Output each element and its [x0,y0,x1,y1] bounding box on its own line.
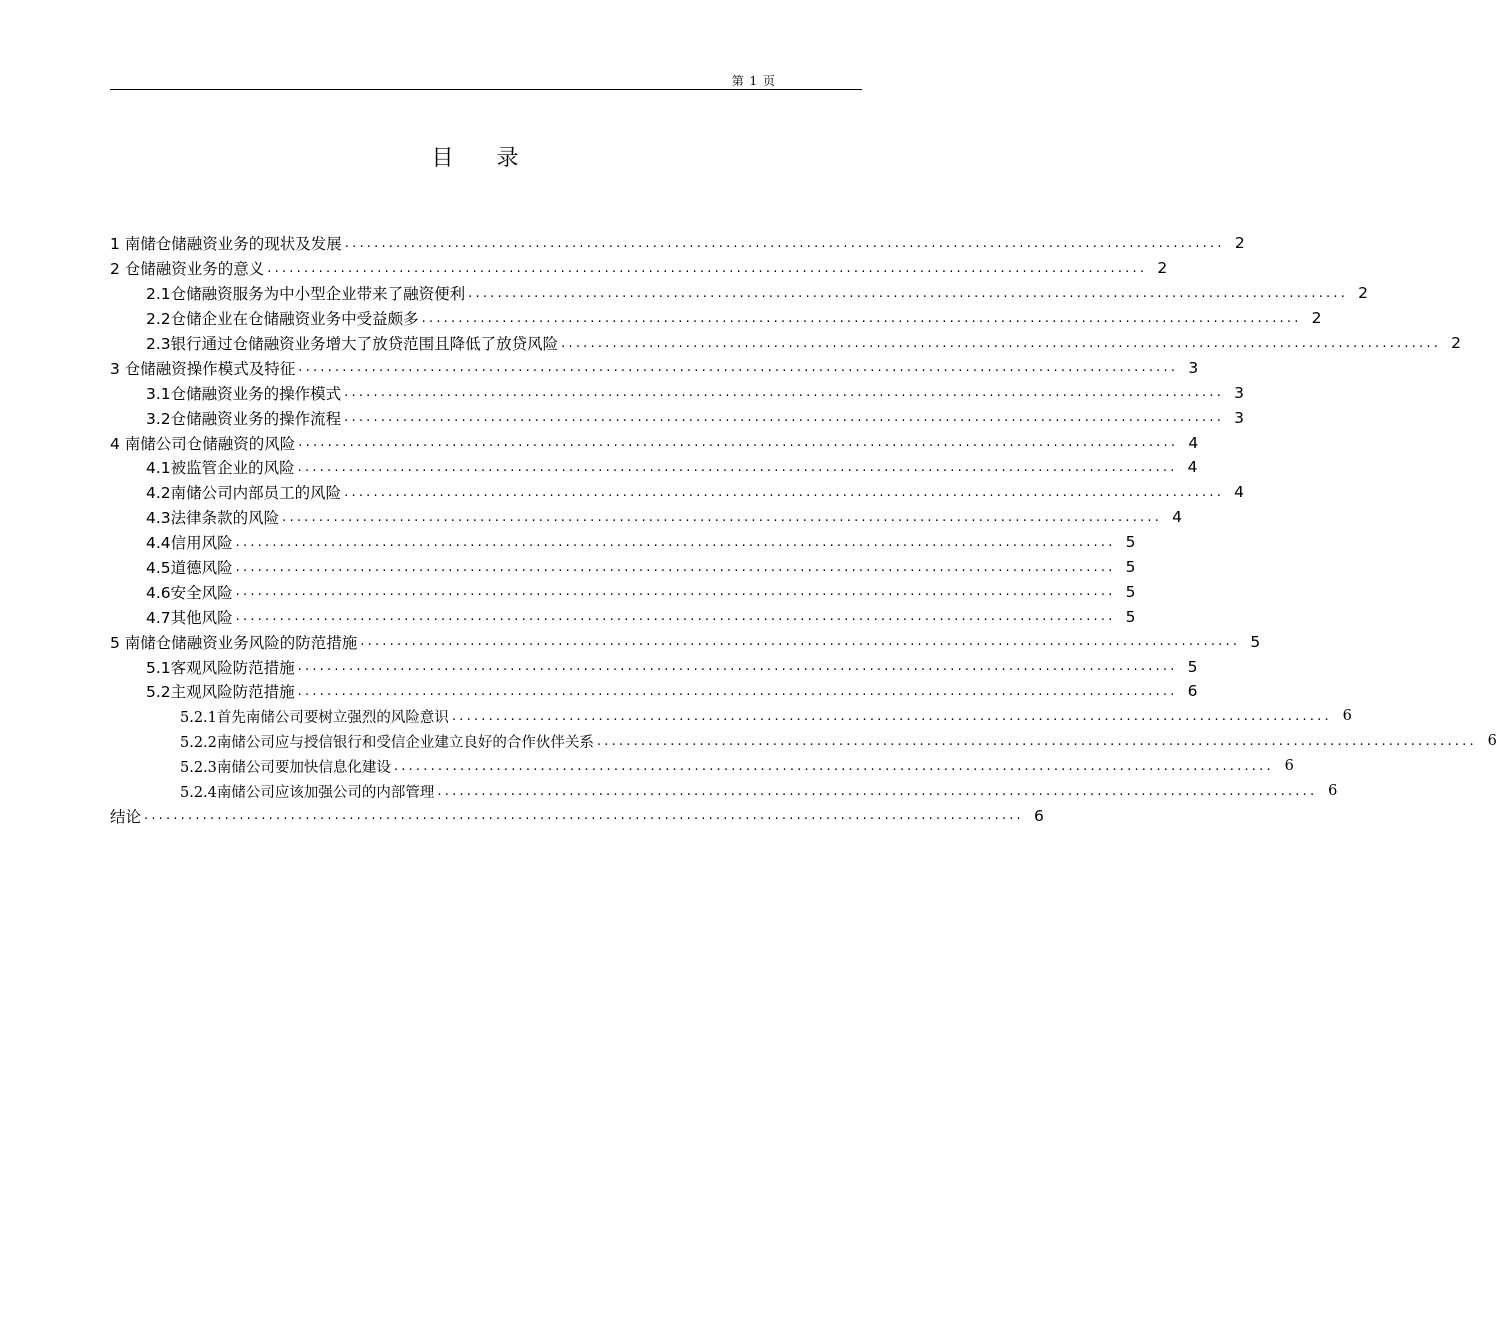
toc-leader-dots: ........................................................................................................................ [235,584,1116,600]
toc-entry-page: 2 [1311,309,1322,328]
toc-entry-label: 4.5道德风险 [146,559,233,578]
toc-entry-label: 5 南储仓储融资业务风险的防范措施 [110,633,358,652]
table-of-contents [110,231,1497,828]
toc-entry-page: 3 [1188,358,1199,377]
toc-entry-page: 5 [1250,632,1261,651]
toc-entry-label: 4.2南储公司内部员工的风险 [146,484,342,503]
toc-entry-page: 5 [1125,533,1136,552]
toc-entry[interactable] [110,380,1245,405]
toc-entry[interactable] [110,455,1198,480]
toc-leader-dots: ........................................................................................................................ [235,609,1116,625]
toc-leader-dots: ........................................................................................................................ [393,758,1274,774]
toc-entry[interactable] [110,331,1462,356]
toc-entry-label: 1 南储仓储融资业务的现状及发展 [110,235,342,254]
toc-entry-page: 6 [1034,806,1044,825]
toc-entry[interactable] [110,803,1044,828]
toc-leader-dots: ........................................................................................................................ [344,484,1225,500]
toc-entry-label: 4.3法律条款的风险 [146,509,280,528]
toc-entry-label: 3.2仓储融资业务的操作流程 [146,409,342,428]
toc-entry-label: 5.2.2南储公司应与授信银行和受信企业建立良好的合作伙伴关系 [180,734,594,751]
toc-entry[interactable] [110,754,1294,779]
toc-entry[interactable] [110,555,1136,580]
toc-entry[interactable] [110,480,1245,505]
toc-leader-dots: ........................................................................................................................ [360,634,1241,650]
toc-leader-dots: ........................................................................................................................ [596,733,1477,749]
toc-entry[interactable] [110,604,1136,629]
page-header [110,70,862,90]
toc-entry-page: 5 [1125,607,1136,626]
toc-entry[interactable] [110,505,1183,530]
toc-entry-label: 5.2.3南储公司要加快信息化建设 [180,759,391,776]
toc-entry-label: 5.2.1首先南储公司要树立强烈的风险意识 [180,709,449,726]
page-number-label: 第 1 页 [731,74,776,88]
toc-entry-page: 6 [1328,783,1338,800]
toc-entry-label: 3 仓储融资操作模式及特征 [110,359,296,378]
toc-entry[interactable] [110,306,1322,331]
toc-entry[interactable] [110,430,1199,455]
toc-entry-label: 2.2仓储企业在仓储融资业务中受益颇多 [146,310,419,329]
toc-entry-page: 4 [1188,433,1199,452]
toc-leader-dots: ........................................................................................................................ [437,783,1318,799]
toc-entry[interactable] [110,579,1136,604]
toc-entry[interactable] [110,530,1136,555]
toc-leader-dots: ........................................................................................................................ [282,509,1163,525]
toc-entry-label: 4 南储公司仓储融资的风险 [110,434,296,453]
toc-entry-page: 5 [1187,657,1198,676]
toc-entry-page: 2 [1234,234,1245,253]
toc-entry-label: 4.6安全风险 [146,583,233,602]
toc-leader-dots: ........................................................................................................................ [298,435,1179,451]
toc-leader-dots: ........................................................................................................................ [297,659,1178,675]
toc-entry[interactable] [110,779,1338,804]
toc-entry[interactable] [110,704,1352,729]
toc-entry[interactable] [110,405,1245,430]
toc-leader-dots: ........................................................................................................................ [297,683,1178,699]
toc-entry-page: 3 [1234,383,1245,402]
toc-entry-page: 2 [1157,259,1168,278]
toc-leader-dots: ........................................................................................................................ [344,410,1225,426]
toc-entry-page: 4 [1187,458,1198,477]
toc-entry-label: 2 仓储融资业务的意义 [110,260,265,279]
toc-entry[interactable] [110,355,1199,380]
toc-entry[interactable] [110,729,1497,754]
toc-leader-dots: ........................................................................................................................ [144,808,1024,824]
toc-title: 目 录 [431,146,537,171]
toc-entry[interactable] [110,256,1168,281]
toc-leader-dots: ........................................................................................................................ [451,708,1332,724]
toc-entry-page: 5 [1125,582,1136,601]
toc-entry[interactable] [110,679,1198,704]
toc-entry-label: 5.1客观风险防范措施 [146,658,295,677]
toc-entry-page: 6 [1187,682,1198,701]
toc-entry-label: 4.4信用风险 [146,534,233,553]
toc-entry-page: 2 [1358,284,1369,303]
toc-entry[interactable] [110,231,1245,256]
toc-entry-label: 4.1被监管企业的风险 [146,459,295,478]
toc-entry-label: 3.1仓储融资业务的操作模式 [146,384,342,403]
toc-entry-label: 结论 [110,807,142,826]
toc-leader-dots: ........................................................................................................................ [421,310,1302,326]
toc-leader-dots: ........................................................................................................................ [235,559,1116,575]
toc-entry-label: 5.2.4南储公司应该加强公司的内部管理 [180,784,435,801]
toc-entry-page: 3 [1234,408,1245,427]
toc-leader-dots: ........................................................................................................................ [298,360,1179,376]
toc-entry-page: 6 [1487,733,1497,750]
toc-leader-dots: ........................................................................................................................ [344,385,1225,401]
toc-leader-dots: ........................................................................................................................ [297,459,1178,475]
toc-entry-label: 2.1仓储融资服务为中小型企业带来了融资便利 [146,285,466,304]
toc-entry-label: 4.7其他风险 [146,608,233,627]
toc-entry-page: 6 [1284,758,1294,775]
toc-leader-dots: ........................................................................................................................ [235,534,1116,550]
toc-entry-page: 5 [1125,558,1136,577]
toc-entry[interactable] [110,629,1261,654]
toc-entry[interactable] [110,281,1369,306]
toc-entry-page: 4 [1172,508,1183,527]
toc-leader-dots: ........................................................................................................................ [267,260,1148,276]
toc-leader-dots: ........................................................................................................................ [468,285,1349,301]
toc-entry-label: 2.3银行通过仓储融资业务增大了放贷范围且降低了放贷风险 [146,335,559,353]
toc-entry-page: 2 [1451,334,1462,352]
toc-entry-label: 5.2主观风险防范措施 [146,683,295,702]
toc-leader-dots: ........................................................................................................................ [344,235,1225,251]
toc-leader-dots: ........................................................................................................................ [561,335,1442,351]
toc-entry-page: 4 [1234,483,1245,502]
toc-entry[interactable] [110,654,1198,679]
toc-entry-page: 6 [1342,708,1352,725]
